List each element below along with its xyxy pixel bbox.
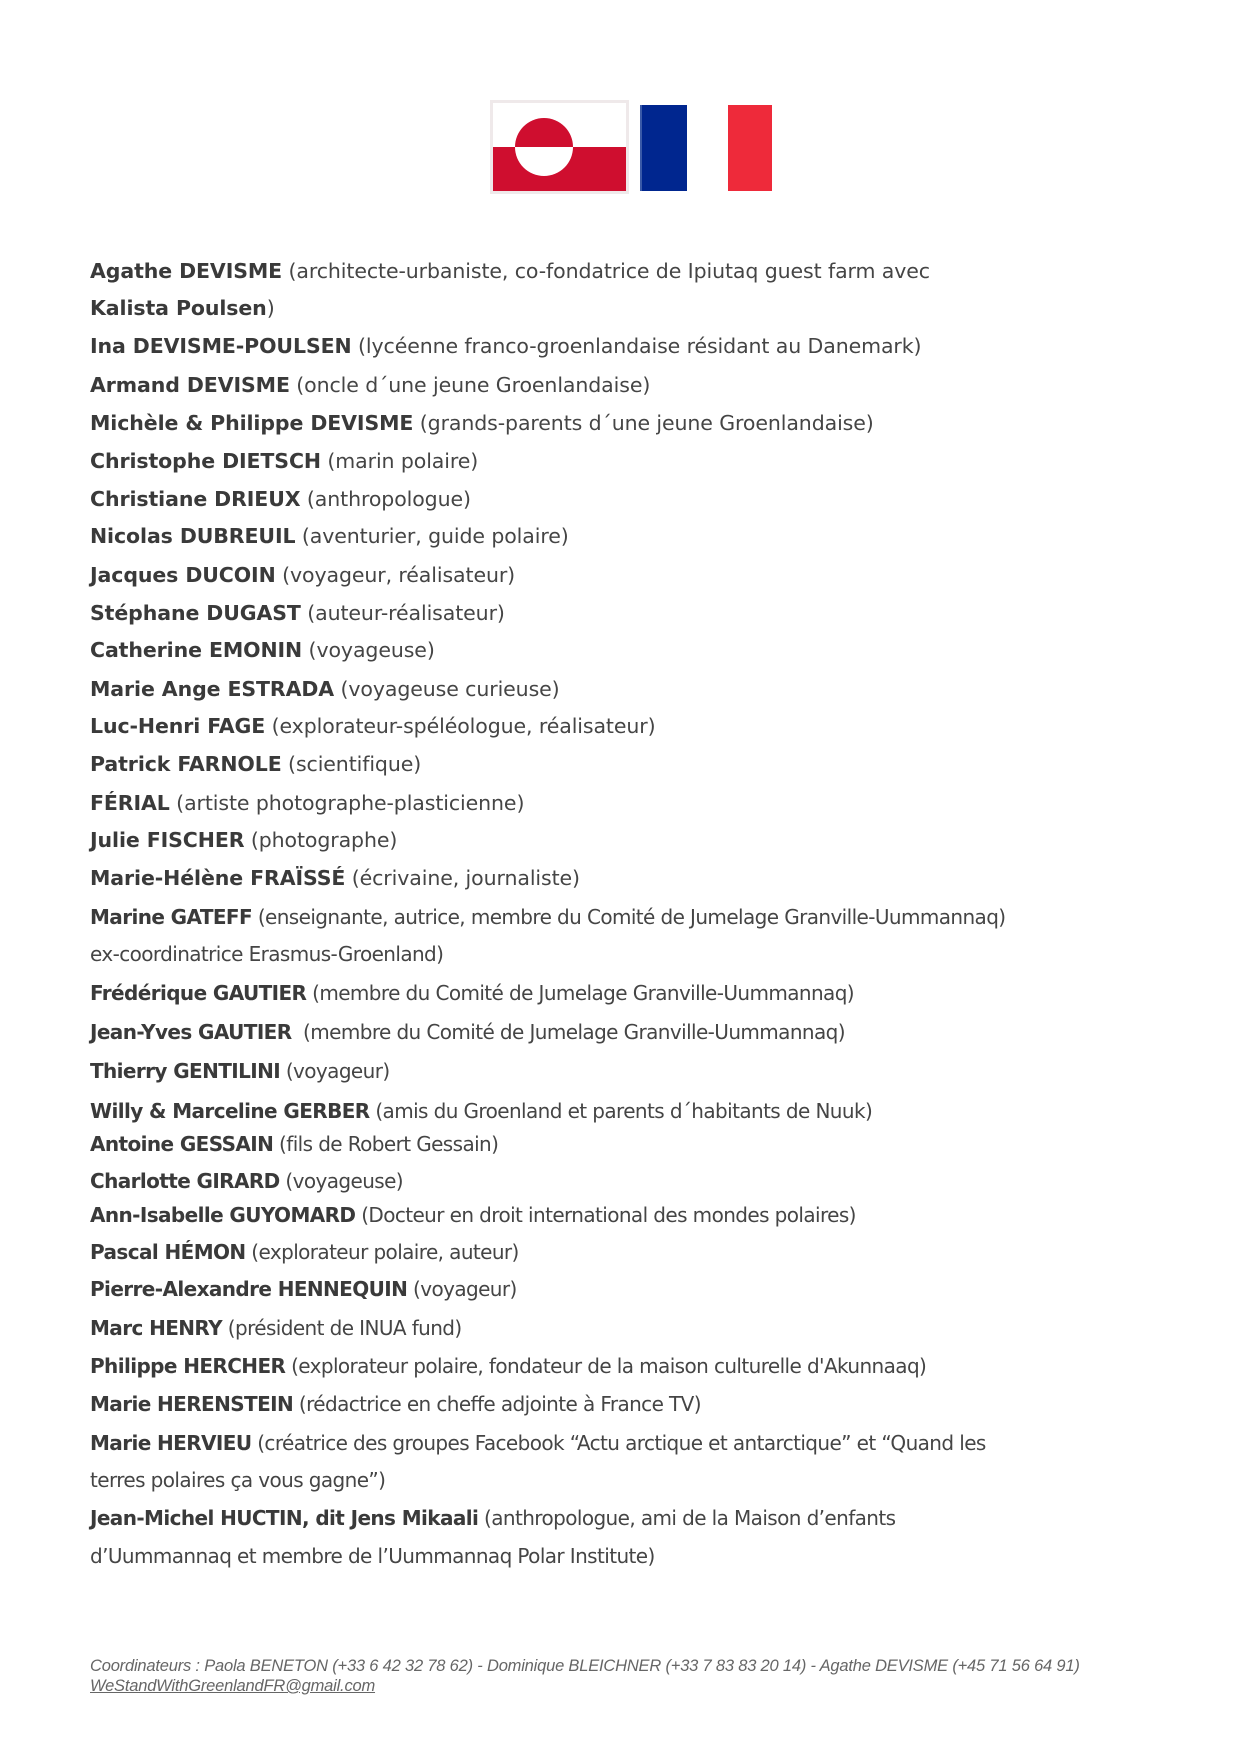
signatory-description: (explorateur polaire, fondateur de la maison culturelle d'Akunnaaq): [285, 1354, 927, 1378]
signatory-line: [90, 449, 478, 473]
signatory-description: (artiste photographe-plasticienne): [169, 791, 525, 815]
signatory-line: [90, 601, 505, 625]
signatory-name: Marie HERENSTEIN: [90, 1392, 294, 1416]
signatory-line: [90, 828, 397, 852]
signatory-name: Marine GATEFF: [90, 905, 253, 929]
signatory-description: (marin polaire): [320, 449, 479, 473]
signatory-description: (architecte-urbaniste, co-fondatrice de Ipiutaq guest farm avec: [282, 259, 930, 283]
signatory-line: [90, 905, 1006, 929]
signatory-description: ex-coordinatrice Erasmus-Groenland): [90, 942, 444, 966]
signatory-name: Marc HENRY: [90, 1316, 223, 1340]
signatory-name: Christophe DIETSCH: [90, 449, 321, 473]
signatory-line: [90, 942, 443, 966]
footer-coordinators: Coordinateurs : Paola BENETON (+33 6 42 32 78 62) - Dominique BLEICHNER (+33 7 83 83 20 14) - Agathe DEVISME (+45 71 56 64 91): [90, 1657, 1080, 1675]
signatory-line: [90, 1392, 701, 1416]
signatory-line: [90, 1468, 385, 1492]
signatory-description: (anthropologue, ami de la Maison d’enfants: [478, 1506, 896, 1530]
signatory-line: [90, 1431, 986, 1455]
signatory-description: (enseignante, autrice, membre du Comité de Jumelage Granville-Uummannaq): [252, 905, 1006, 929]
signatory-name: Pierre-Alexandre HENNEQUIN: [90, 1277, 408, 1301]
signatory-line: [90, 1277, 517, 1301]
signatory-line: [90, 866, 580, 890]
signatory-line: [90, 373, 650, 397]
signatory-description: (voyageuse): [279, 1169, 403, 1193]
signatory-line: [90, 1506, 895, 1530]
signatory-description: (photographe): [244, 828, 398, 852]
signatory-line: [90, 1544, 655, 1568]
signatory-name: Catherine EMONIN: [90, 638, 303, 662]
signatory-description: ): [266, 296, 275, 320]
signatory-name: Nicolas DUBREUIL: [90, 524, 296, 548]
signatory-line: [90, 677, 560, 701]
signatory-line: [90, 638, 435, 662]
signatory-name: Kalista Poulsen: [90, 296, 267, 320]
signatory-description: (président de INUA fund): [222, 1316, 462, 1340]
signatory-line: [90, 487, 471, 511]
flags-header: [490, 100, 780, 192]
signatory-line: [90, 1316, 462, 1340]
signatory-description: d’Uummannaq et membre de l’Uummannaq Polar Institute): [90, 1544, 655, 1568]
signatory-name: Jean-Michel HUCTIN, dit Jens Mikaali: [90, 1506, 479, 1530]
signatory-description: (créatrice des groupes Facebook “Actu arctique et antarctique” et “Quand les: [251, 1431, 986, 1455]
signatory-name: Marie HERVIEU: [90, 1431, 252, 1455]
signatory-description: (lycéenne franco-groenlandaise résidant au Danemark): [351, 334, 922, 358]
signatory-description: (scientifique): [281, 752, 422, 776]
signatory-description: (amis du Groenland et parents d´habitants de Nuuk): [369, 1099, 873, 1123]
signatory-description: (voyageuse curieuse): [334, 677, 560, 701]
signatory-name: Thierry GENTILINI: [90, 1059, 281, 1083]
signatory-line: [90, 1020, 845, 1044]
signatory-description: (explorateur polaire, auteur): [245, 1240, 519, 1264]
signatory-description: (voyageuse): [302, 638, 435, 662]
signatory-description: (rédactrice en cheffe adjointe à France TV): [293, 1392, 701, 1416]
signatory-name: FÉRIAL: [90, 791, 170, 815]
signatory-line: [90, 1169, 403, 1193]
signatory-description: terres polaires ça vous gagne”): [90, 1468, 386, 1492]
signatory-name: Armand DEVISME: [90, 373, 290, 397]
signatory-name: Jacques DUCOIN: [90, 563, 276, 587]
signatory-description: (membre du Comité de Jumelage Granville-Uummannaq): [291, 1020, 845, 1044]
signatory-line: [90, 752, 421, 776]
signatory-name: Michèle & Philippe DEVISME: [90, 411, 414, 435]
signatory-name: Patrick FARNOLE: [90, 752, 282, 776]
signatory-name: Marie Ange ESTRADA: [90, 677, 335, 701]
signatory-name: Christiane DRIEUX: [90, 487, 301, 511]
signatory-line: [90, 334, 921, 358]
footer-email-link[interactable]: WeStandWithGreenlandFR@gmail.com: [90, 1677, 376, 1695]
greenland-flag-circle-top: [515, 118, 573, 147]
signatory-description: (fils de Robert Gessain): [273, 1132, 499, 1156]
signatory-description: (écrivaine, journaliste): [345, 866, 580, 890]
signatory-description: (grands-parents d´une jeune Groenlandaise): [413, 411, 874, 435]
signatory-name: Julie FISCHER: [90, 828, 245, 852]
signatory-description: (voyageur, réalisateur): [275, 563, 516, 587]
signatory-name: Luc-Henri FAGE: [90, 714, 266, 738]
signatory-name: Stéphane DUGAST: [90, 601, 301, 625]
signatory-name: Jean-Yves GAUTIER: [90, 1020, 292, 1044]
signatory-line: [90, 563, 515, 587]
signatory-line: [90, 524, 569, 548]
signatory-description: (aventurier, guide polaire): [295, 524, 569, 548]
france-flag-blue-band-icon: [640, 105, 687, 191]
signatory-line: [90, 1354, 926, 1378]
signatory-name: Charlotte GIRARD: [90, 1169, 280, 1193]
signatory-description: (Docteur en droit international des mondes polaires): [355, 1203, 856, 1227]
signatory-name: Ina DEVISME-POULSEN: [90, 334, 352, 358]
signatory-name: Frédérique GAUTIER: [90, 981, 307, 1005]
signatory-description: (auteur-réalisateur): [300, 601, 505, 625]
signatory-line: [90, 411, 874, 435]
signatory-description: (explorateur-spéléologue, réalisateur): [265, 714, 656, 738]
signatory-line: [90, 1240, 519, 1264]
greenland-flag-icon: [490, 100, 629, 194]
signatory-description: (anthropologue): [300, 487, 471, 511]
signatory-line: [90, 1099, 872, 1123]
signatory-name: Philippe HERCHER: [90, 1354, 286, 1378]
signatory-name: Pascal HÉMON: [90, 1240, 246, 1264]
signatory-line: [90, 296, 275, 320]
signatory-description: (voyageur): [280, 1059, 390, 1083]
signatory-line: [90, 259, 930, 283]
signatory-description: (membre du Comité de Jumelage Granville-Uummannaq): [306, 981, 855, 1005]
france-flag-red-band-icon: [728, 105, 772, 191]
signatory-name: Willy & Marceline GERBER: [90, 1099, 370, 1123]
signatory-line: [90, 1059, 390, 1083]
signatory-name: Antoine GESSAIN: [90, 1132, 274, 1156]
signatory-name: Agathe DEVISME: [90, 259, 283, 283]
signatory-name: Marie-Hélène FRAÏSSÉ: [90, 866, 346, 890]
signatory-line: [90, 791, 524, 815]
signatory-line: [90, 1203, 856, 1227]
signatory-line: [90, 981, 854, 1005]
signatory-description: (voyageur): [407, 1277, 517, 1301]
signatory-line: [90, 714, 656, 738]
signatory-description: (oncle d´une jeune Groenlandaise): [289, 373, 651, 397]
signatory-line: [90, 1132, 498, 1156]
signatory-name: Ann-Isabelle GUYOMARD: [90, 1203, 356, 1227]
